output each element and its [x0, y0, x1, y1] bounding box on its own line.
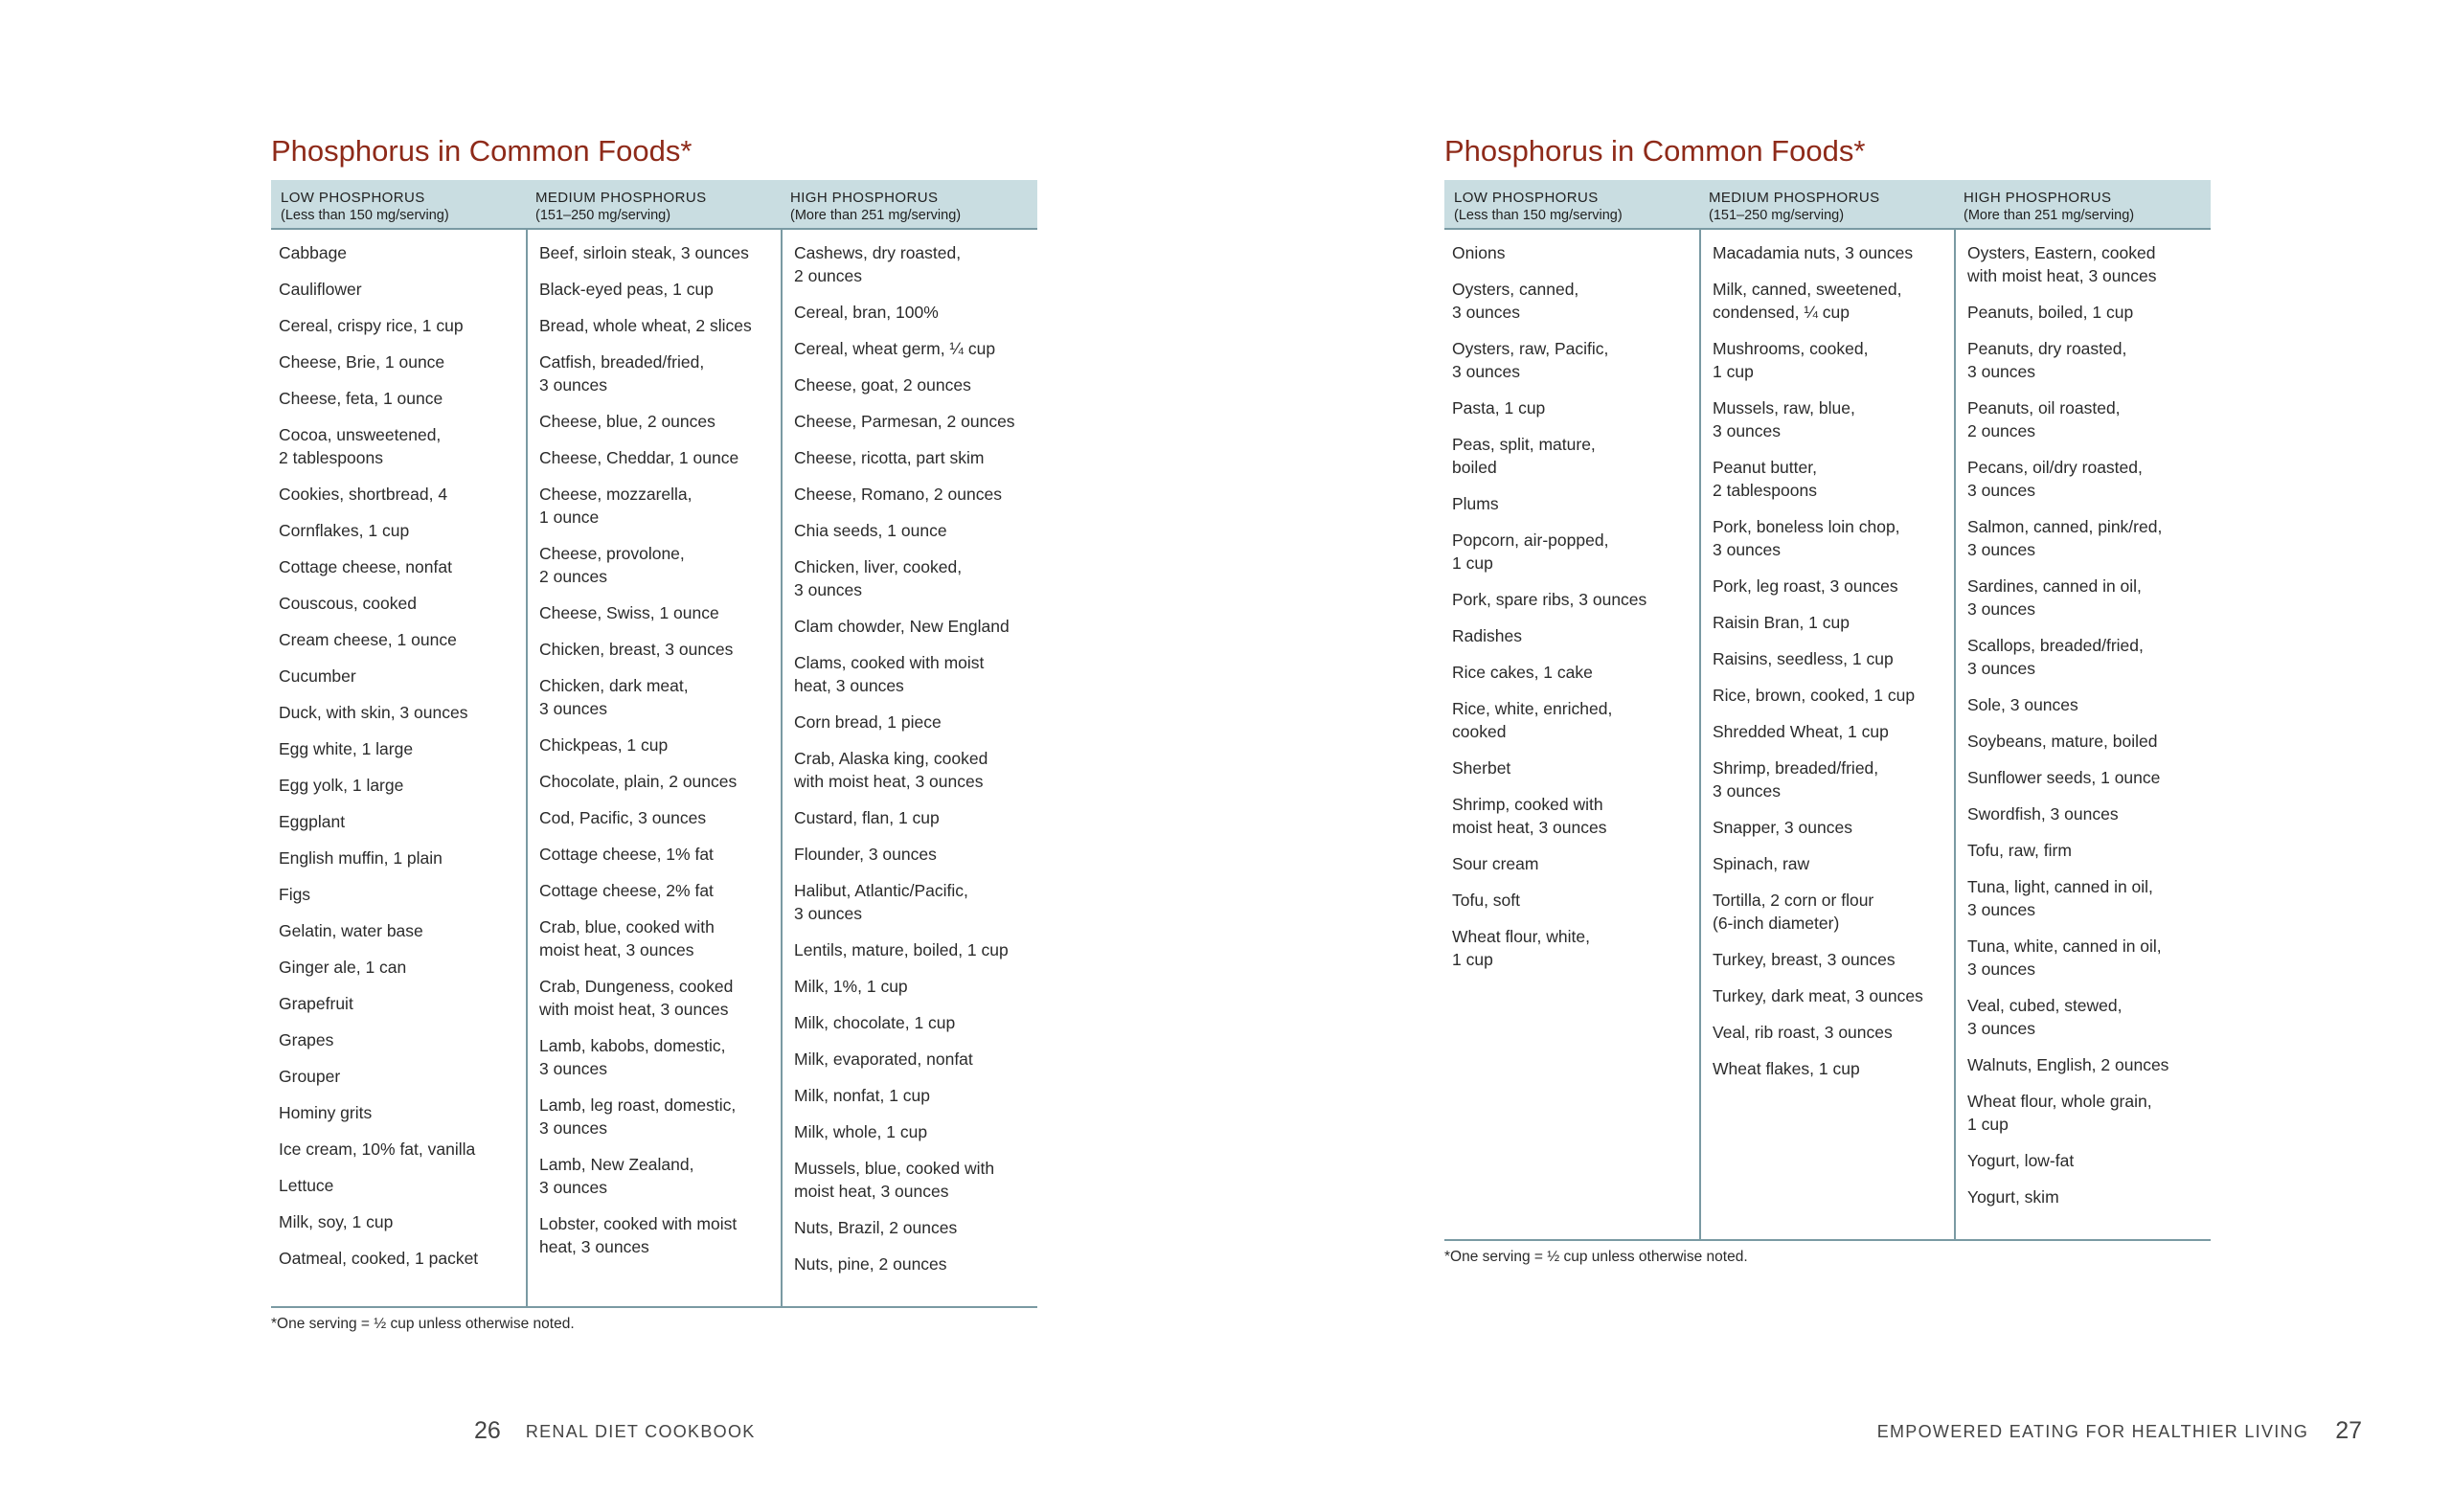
phosphorus-table — [271, 180, 1037, 1333]
food-item: Nuts, pine, 2 ounces — [794, 1254, 947, 1274]
food-item: Rice, white, enriched, cooked — [1452, 699, 1613, 741]
food-item: Cheese, mozzarella, 1 ounce — [539, 485, 692, 527]
food-item: Oysters, raw, Pacific, 3 ounces — [1452, 339, 1609, 381]
food-item: Ice cream, 10% fat, vanilla — [279, 1140, 476, 1159]
header-medium — [1699, 180, 1954, 228]
column-subtitle: (More than 251 mg/serving) — [790, 208, 962, 223]
header-low — [1444, 180, 1699, 228]
food-item: Tuna, light, canned in oil, 3 ounces — [1967, 877, 2153, 919]
food-item: Milk, soy, 1 cup — [279, 1212, 394, 1231]
food-item: Rice cakes, 1 cake — [1452, 663, 1593, 682]
food-item: Plums — [1452, 494, 1499, 513]
food-item: Grapes — [279, 1030, 334, 1049]
header-high — [1954, 180, 2209, 228]
low-column — [271, 230, 526, 1306]
food-item: Cheese, Cheddar, 1 ounce — [539, 448, 739, 467]
page-number: 27 — [2335, 1417, 2362, 1444]
food-item: Radishes — [1452, 626, 1522, 645]
food-item: Tuna, white, canned in oil, 3 ounces — [1967, 937, 2162, 979]
food-item: Clam chowder, New England — [794, 617, 1010, 636]
column-subtitle: (151–250 mg/serving) — [535, 208, 671, 223]
food-item: Pork, leg roast, 3 ounces — [1713, 576, 1898, 596]
food-item: Turkey, dark meat, 3 ounces — [1713, 986, 1923, 1005]
food-item: Macadamia nuts, 3 ounces — [1713, 243, 1914, 262]
food-item: Cheese, provolone, 2 ounces — [539, 544, 685, 586]
table-body — [271, 230, 1037, 1308]
food-item: Milk, chocolate, 1 cup — [794, 1013, 956, 1032]
page-title: Phosphorus in Common Foods* — [1444, 134, 1866, 168]
column-title: MEDIUM PHOSPHORUS — [535, 190, 707, 206]
footnote: *One serving = ½ cup unless otherwise noted. — [1444, 1249, 1748, 1265]
food-item: Cheese, Romano, 2 ounces — [794, 485, 1002, 504]
food-item: Cabbage — [279, 243, 348, 262]
food-item: Mussels, raw, blue, 3 ounces — [1713, 398, 1855, 440]
food-item: Cheese, ricotta, part skim — [794, 448, 985, 467]
food-item: Soybeans, mature, boiled — [1967, 732, 2158, 751]
food-item: Yogurt, low-fat — [1967, 1151, 2075, 1170]
food-item: Swordfish, 3 ounces — [1967, 804, 2119, 824]
food-item: Milk, evaporated, nonfat — [794, 1049, 973, 1069]
food-item: Oysters, Eastern, cooked with moist heat, 3 ounces — [1967, 243, 2157, 285]
food-item: Walnuts, English, 2 ounces — [1967, 1055, 2169, 1074]
food-item: Cereal, crispy rice, 1 cup — [279, 316, 464, 335]
food-item: Mushrooms, cooked, 1 cup — [1713, 339, 1869, 381]
table-header — [1444, 180, 2211, 230]
food-item: Cod, Pacific, 3 ounces — [539, 808, 707, 827]
food-item: Bread, whole wheat, 2 slices — [539, 316, 752, 335]
food-item: Yogurt, skim — [1967, 1187, 2059, 1207]
food-item: Wheat flakes, 1 cup — [1713, 1059, 1860, 1078]
food-item: Cheese, Parmesan, 2 ounces — [794, 412, 1015, 431]
food-item: Black-eyed peas, 1 cup — [539, 280, 714, 299]
food-item: Lobster, cooked with moist heat, 3 ounces — [539, 1214, 738, 1256]
food-item: Shrimp, breaded/fried, 3 ounces — [1713, 758, 1879, 801]
food-item: Figs — [279, 885, 311, 904]
food-item: Cheese, Swiss, 1 ounce — [539, 603, 719, 622]
food-item: Spinach, raw — [1713, 854, 1810, 873]
food-item: Crab, blue, cooked with moist heat, 3 ounces — [539, 917, 715, 959]
food-item: Veal, cubed, stewed, 3 ounces — [1967, 996, 2123, 1038]
food-item: Cauliflower — [279, 280, 362, 299]
food-item: Peanuts, oil roasted, 2 ounces — [1967, 398, 2121, 440]
food-item: Milk, canned, sweetened, condensed, ¼ cup — [1713, 280, 1902, 322]
column-subtitle: (More than 251 mg/serving) — [1964, 208, 2135, 223]
food-item: Wheat flour, whole grain, 1 cup — [1967, 1092, 2152, 1134]
food-item: Cucumber — [279, 666, 356, 686]
food-item: Sherbet — [1452, 758, 1511, 778]
column-subtitle: (151–250 mg/serving) — [1709, 208, 1845, 223]
food-item: Tofu, raw, firm — [1967, 841, 2072, 860]
food-item: Wheat flour, white, 1 cup — [1452, 927, 1590, 969]
food-item: Lamb, kabobs, domestic, 3 ounces — [539, 1036, 726, 1078]
food-item: Nuts, Brazil, 2 ounces — [794, 1218, 958, 1237]
food-item: Peanuts, dry roasted, 3 ounces — [1967, 339, 2127, 381]
food-item: Couscous, cooked — [279, 594, 417, 613]
food-item: Cocoa, unsweetened, 2 tablespoons — [279, 425, 442, 467]
food-item: Popcorn, air-popped, 1 cup — [1452, 530, 1609, 573]
food-item: Chickpeas, 1 cup — [539, 735, 669, 755]
page-footer — [474, 1417, 756, 1445]
page-title: Phosphorus in Common Foods* — [271, 134, 692, 168]
medium-column — [1699, 230, 1954, 1239]
food-item: Peanuts, boiled, 1 cup — [1967, 303, 2134, 322]
food-item: Milk, nonfat, 1 cup — [794, 1086, 931, 1105]
food-item: Crab, Dungeness, cooked with moist heat, 3 ounces — [539, 977, 734, 1019]
food-item: Gelatin, water base — [279, 921, 423, 940]
food-item: Pork, spare ribs, 3 ounces — [1452, 590, 1647, 609]
food-item: Cereal, wheat germ, ¼ cup — [794, 339, 996, 358]
food-item: Veal, rib roast, 3 ounces — [1713, 1023, 1893, 1042]
food-item: Snapper, 3 ounces — [1713, 818, 1852, 837]
food-item: Cereal, bran, 100% — [794, 303, 939, 322]
food-item: Shredded Wheat, 1 cup — [1713, 722, 1889, 741]
food-item: Milk, 1%, 1 cup — [794, 977, 908, 996]
food-item: Chia seeds, 1 ounce — [794, 521, 947, 540]
food-item: Cottage cheese, 2% fat — [539, 881, 714, 900]
food-item: Cashews, dry roasted, 2 ounces — [794, 243, 962, 285]
food-item: Crab, Alaska king, cooked with moist heat, 3 ounces — [794, 749, 988, 791]
food-item: Lamb, New Zealand, 3 ounces — [539, 1155, 694, 1197]
food-item: Clams, cooked with moist heat, 3 ounces — [794, 653, 985, 695]
page-footer — [1877, 1417, 2362, 1445]
food-item: Sour cream — [1452, 854, 1539, 873]
food-item: Custard, flan, 1 cup — [794, 808, 940, 827]
table-body — [1444, 230, 2211, 1241]
food-item: Onions — [1452, 243, 1506, 262]
food-item: Oysters, canned, 3 ounces — [1452, 280, 1579, 322]
food-item: Ginger ale, 1 can — [279, 958, 407, 977]
food-item: Cheese, Brie, 1 ounce — [279, 352, 445, 372]
food-item: Halibut, Atlantic/Pacific, 3 ounces — [794, 881, 968, 923]
food-item: Beef, sirloin steak, 3 ounces — [539, 243, 749, 262]
phosphorus-table — [1444, 180, 2211, 1266]
food-item: Shrimp, cooked with moist heat, 3 ounces — [1452, 795, 1607, 837]
food-item: Peas, split, mature, boiled — [1452, 435, 1596, 477]
header-medium — [526, 180, 781, 228]
food-item: Chicken, breast, 3 ounces — [539, 640, 734, 659]
food-item: Cream cheese, 1 ounce — [279, 630, 457, 649]
food-item: Hominy grits — [279, 1103, 373, 1122]
header-high — [781, 180, 1035, 228]
food-item: Egg yolk, 1 large — [279, 776, 404, 795]
food-item: Peanut butter, 2 tablespoons — [1713, 458, 1817, 500]
food-item: Sardines, canned in oil, 3 ounces — [1967, 576, 2142, 619]
food-item: Flounder, 3 ounces — [794, 845, 937, 864]
column-title: LOW PHOSPHORUS — [281, 190, 425, 206]
low-column — [1444, 230, 1699, 1239]
running-title: EMPOWERED EATING FOR HEALTHIER LIVING — [1876, 1422, 2309, 1441]
column-title: HIGH PHOSPHORUS — [1964, 190, 2112, 206]
food-item: Cheese, blue, 2 ounces — [539, 412, 715, 431]
footnote: *One serving = ½ cup unless otherwise noted. — [271, 1316, 575, 1332]
food-item: Cheese, goat, 2 ounces — [794, 375, 971, 395]
high-column — [1954, 230, 2209, 1239]
food-item: Mussels, blue, cooked with moist heat, 3 ounces — [794, 1159, 995, 1201]
column-title: HIGH PHOSPHORUS — [790, 190, 939, 206]
food-item: Raisin Bran, 1 cup — [1713, 613, 1850, 632]
page-number: 26 — [474, 1417, 501, 1444]
food-item: Duck, with skin, 3 ounces — [279, 703, 468, 722]
high-column — [781, 230, 1035, 1306]
food-item: Cookies, shortbread, 4 — [279, 485, 448, 504]
food-item: Turkey, breast, 3 ounces — [1713, 950, 1896, 969]
food-item: Cheese, feta, 1 ounce — [279, 389, 443, 408]
food-item: Catfish, breaded/fried, 3 ounces — [539, 352, 705, 395]
column-title: MEDIUM PHOSPHORUS — [1709, 190, 1880, 206]
running-title: RENAL DIET COOKBOOK — [525, 1422, 756, 1441]
food-item: Sole, 3 ounces — [1967, 695, 2078, 714]
food-item: Eggplant — [279, 812, 346, 831]
column-title: LOW PHOSPHORUS — [1454, 190, 1599, 206]
food-item: Pasta, 1 cup — [1452, 398, 1546, 417]
food-item: Scallops, breaded/fried, 3 ounces — [1967, 636, 2144, 678]
food-item: Salmon, canned, pink/red, 3 ounces — [1967, 517, 2163, 559]
food-item: Egg white, 1 large — [279, 739, 414, 758]
food-item: Cottage cheese, nonfat — [279, 557, 452, 576]
food-item: English muffin, 1 plain — [279, 848, 443, 868]
medium-column — [526, 230, 781, 1306]
food-item: Cornflakes, 1 cup — [279, 521, 410, 540]
food-item: Pecans, oil/dry roasted, 3 ounces — [1967, 458, 2143, 500]
column-subtitle: (Less than 150 mg/serving) — [281, 208, 449, 223]
food-item: Chocolate, plain, 2 ounces — [539, 772, 738, 791]
food-item: Grouper — [279, 1067, 341, 1086]
right-page — [1226, 0, 2452, 1512]
food-item: Lentils, mature, boiled, 1 cup — [794, 940, 1009, 959]
food-item: Tofu, soft — [1452, 891, 1521, 910]
food-item: Lettuce — [279, 1176, 334, 1195]
header-low — [271, 180, 526, 228]
food-item: Lamb, leg roast, domestic, 3 ounces — [539, 1095, 737, 1138]
food-item: Rice, brown, cooked, 1 cup — [1713, 686, 1916, 705]
food-item: Corn bread, 1 piece — [794, 712, 942, 732]
table-header — [271, 180, 1037, 230]
food-item: Chicken, dark meat, 3 ounces — [539, 676, 689, 718]
column-subtitle: (Less than 150 mg/serving) — [1454, 208, 1623, 223]
food-item: Cottage cheese, 1% fat — [539, 845, 714, 864]
food-item: Milk, whole, 1 cup — [794, 1122, 928, 1141]
food-item: Oatmeal, cooked, 1 packet — [279, 1249, 479, 1268]
food-item: Pork, boneless loin chop, 3 ounces — [1713, 517, 1900, 559]
food-item: Tortilla, 2 corn or flour (6-inch diameter) — [1713, 891, 1874, 933]
food-item: Sunflower seeds, 1 ounce — [1967, 768, 2161, 787]
food-item: Chicken, liver, cooked, 3 ounces — [794, 557, 963, 599]
food-item: Grapefruit — [279, 994, 353, 1013]
food-item: Raisins, seedless, 1 cup — [1713, 649, 1894, 668]
